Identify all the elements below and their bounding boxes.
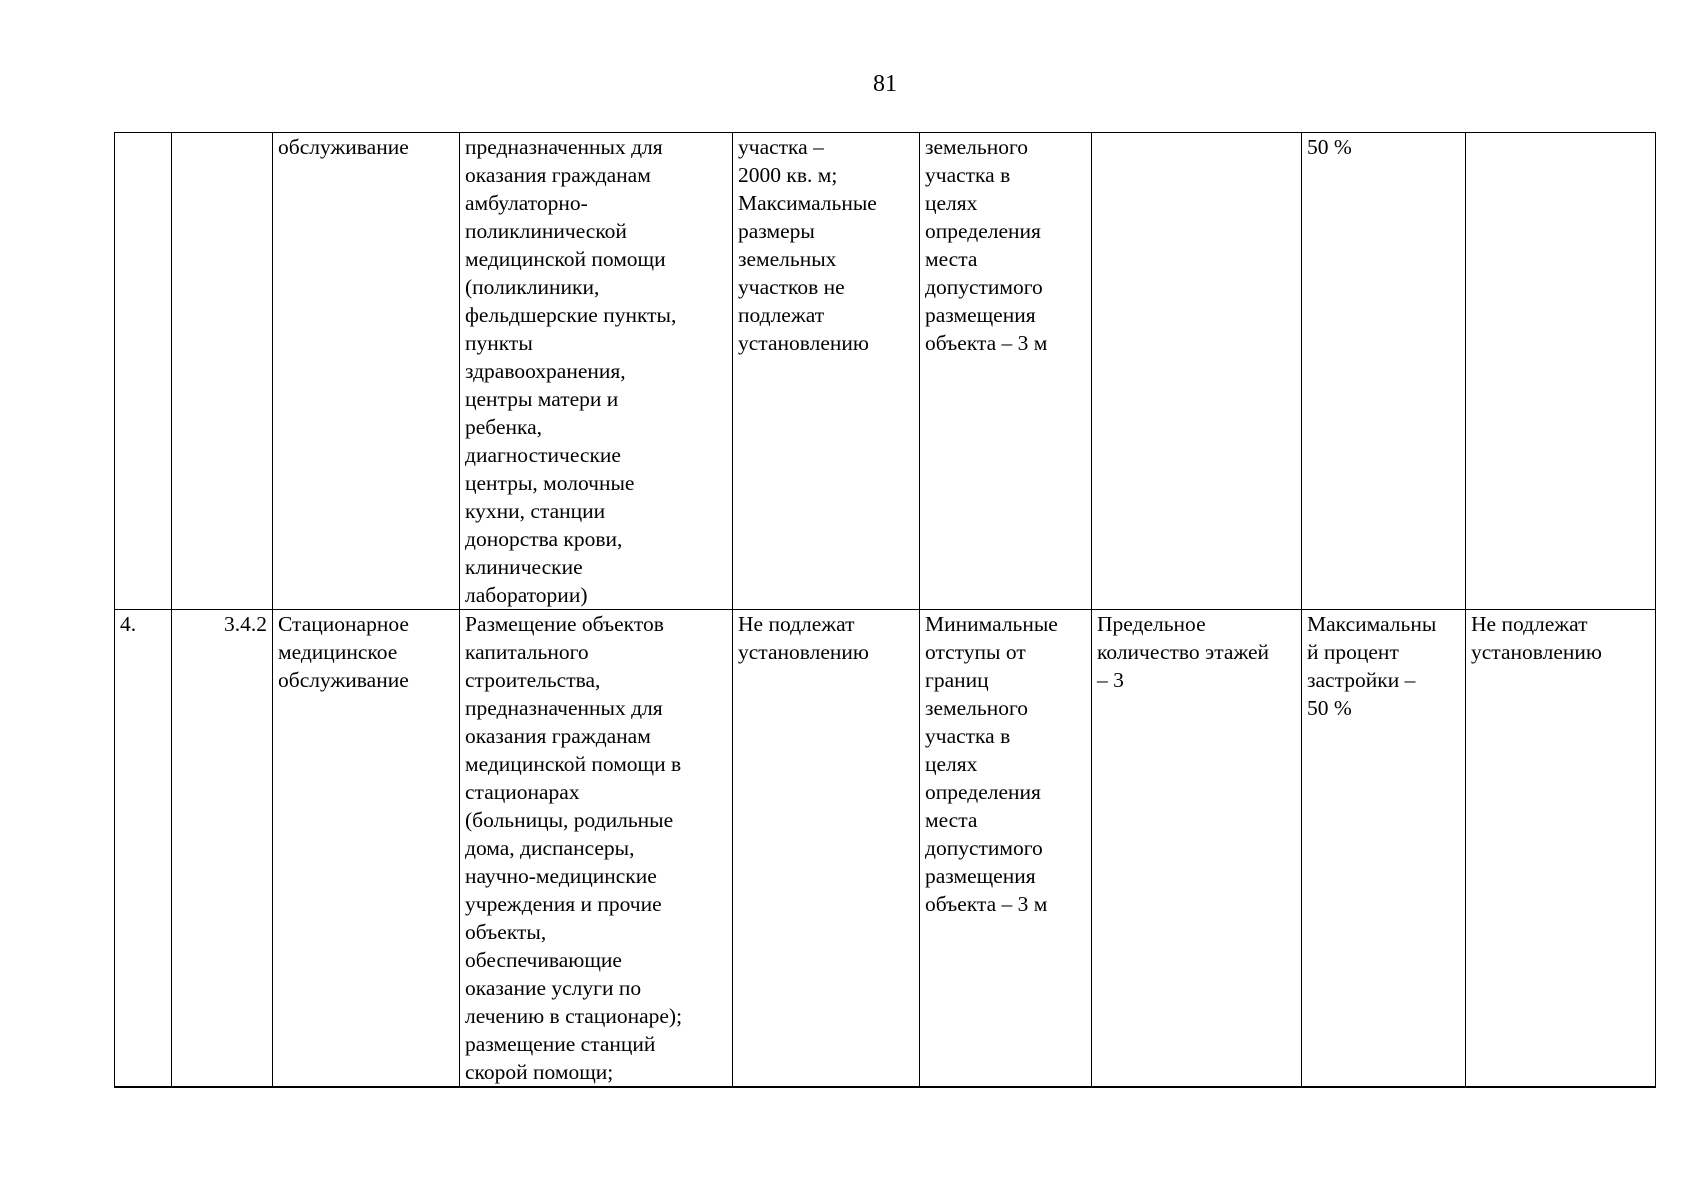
cell-use-name: Стационарное медицинское обслуживание — [273, 610, 460, 1088]
cell-number — [115, 133, 172, 610]
cell-coverage: Максимальны й процент застройки – 50 % — [1302, 610, 1466, 1088]
cell-code — [172, 133, 273, 610]
cell-other — [1466, 133, 1656, 610]
cell-setbacks: Минимальные отступы от границ земельного участка в целях определения места допустимого размещения объекта – 3 м — [920, 610, 1092, 1088]
table-row — [115, 133, 1656, 610]
cell-code: 3.4.2 — [172, 610, 273, 1088]
cell-plot-size: участка – 2000 кв. м; Максимальные размеры земельных участков не подлежат установлению — [733, 133, 920, 610]
cell-floors: Предельное количество этажей – 3 — [1092, 610, 1302, 1088]
cell-use-description: предназначенных для оказания гражданам амбулаторно- поликлинической медицинской помощи (поликлиники, фельдшерские пункты, пункты здравоохранения, центры матери и ребенка, диагностические центры, молочные кухни, станции донорства крови, клинические лаборатории) — [460, 133, 733, 610]
table-row — [115, 610, 1656, 1088]
cell-setbacks: земельного участка в целях определения места допустимого размещения объекта – 3 м — [920, 133, 1092, 610]
page-number: 81 — [873, 71, 897, 97]
cell-plot-size: Не подлежат установлению — [733, 610, 920, 1088]
cell-other: Не подлежат установлению — [1466, 610, 1656, 1088]
cell-coverage: 50 % — [1302, 133, 1466, 610]
cell-floors — [1092, 133, 1302, 610]
cell-use-name: обслуживание — [273, 133, 460, 610]
regulations-table — [114, 132, 1656, 1088]
cell-number: 4. — [115, 610, 172, 1088]
cell-use-description: Размещение объектов капитального строительства, предназначенных для оказания гражданам медицинской помощи в стационарах (больницы, родильные дома, диспансеры, научно-медицинские учреждения и прочие объекты, обеспечивающие оказание услуги по лечению в стационаре); размещение станций скорой помощи; — [460, 610, 733, 1088]
